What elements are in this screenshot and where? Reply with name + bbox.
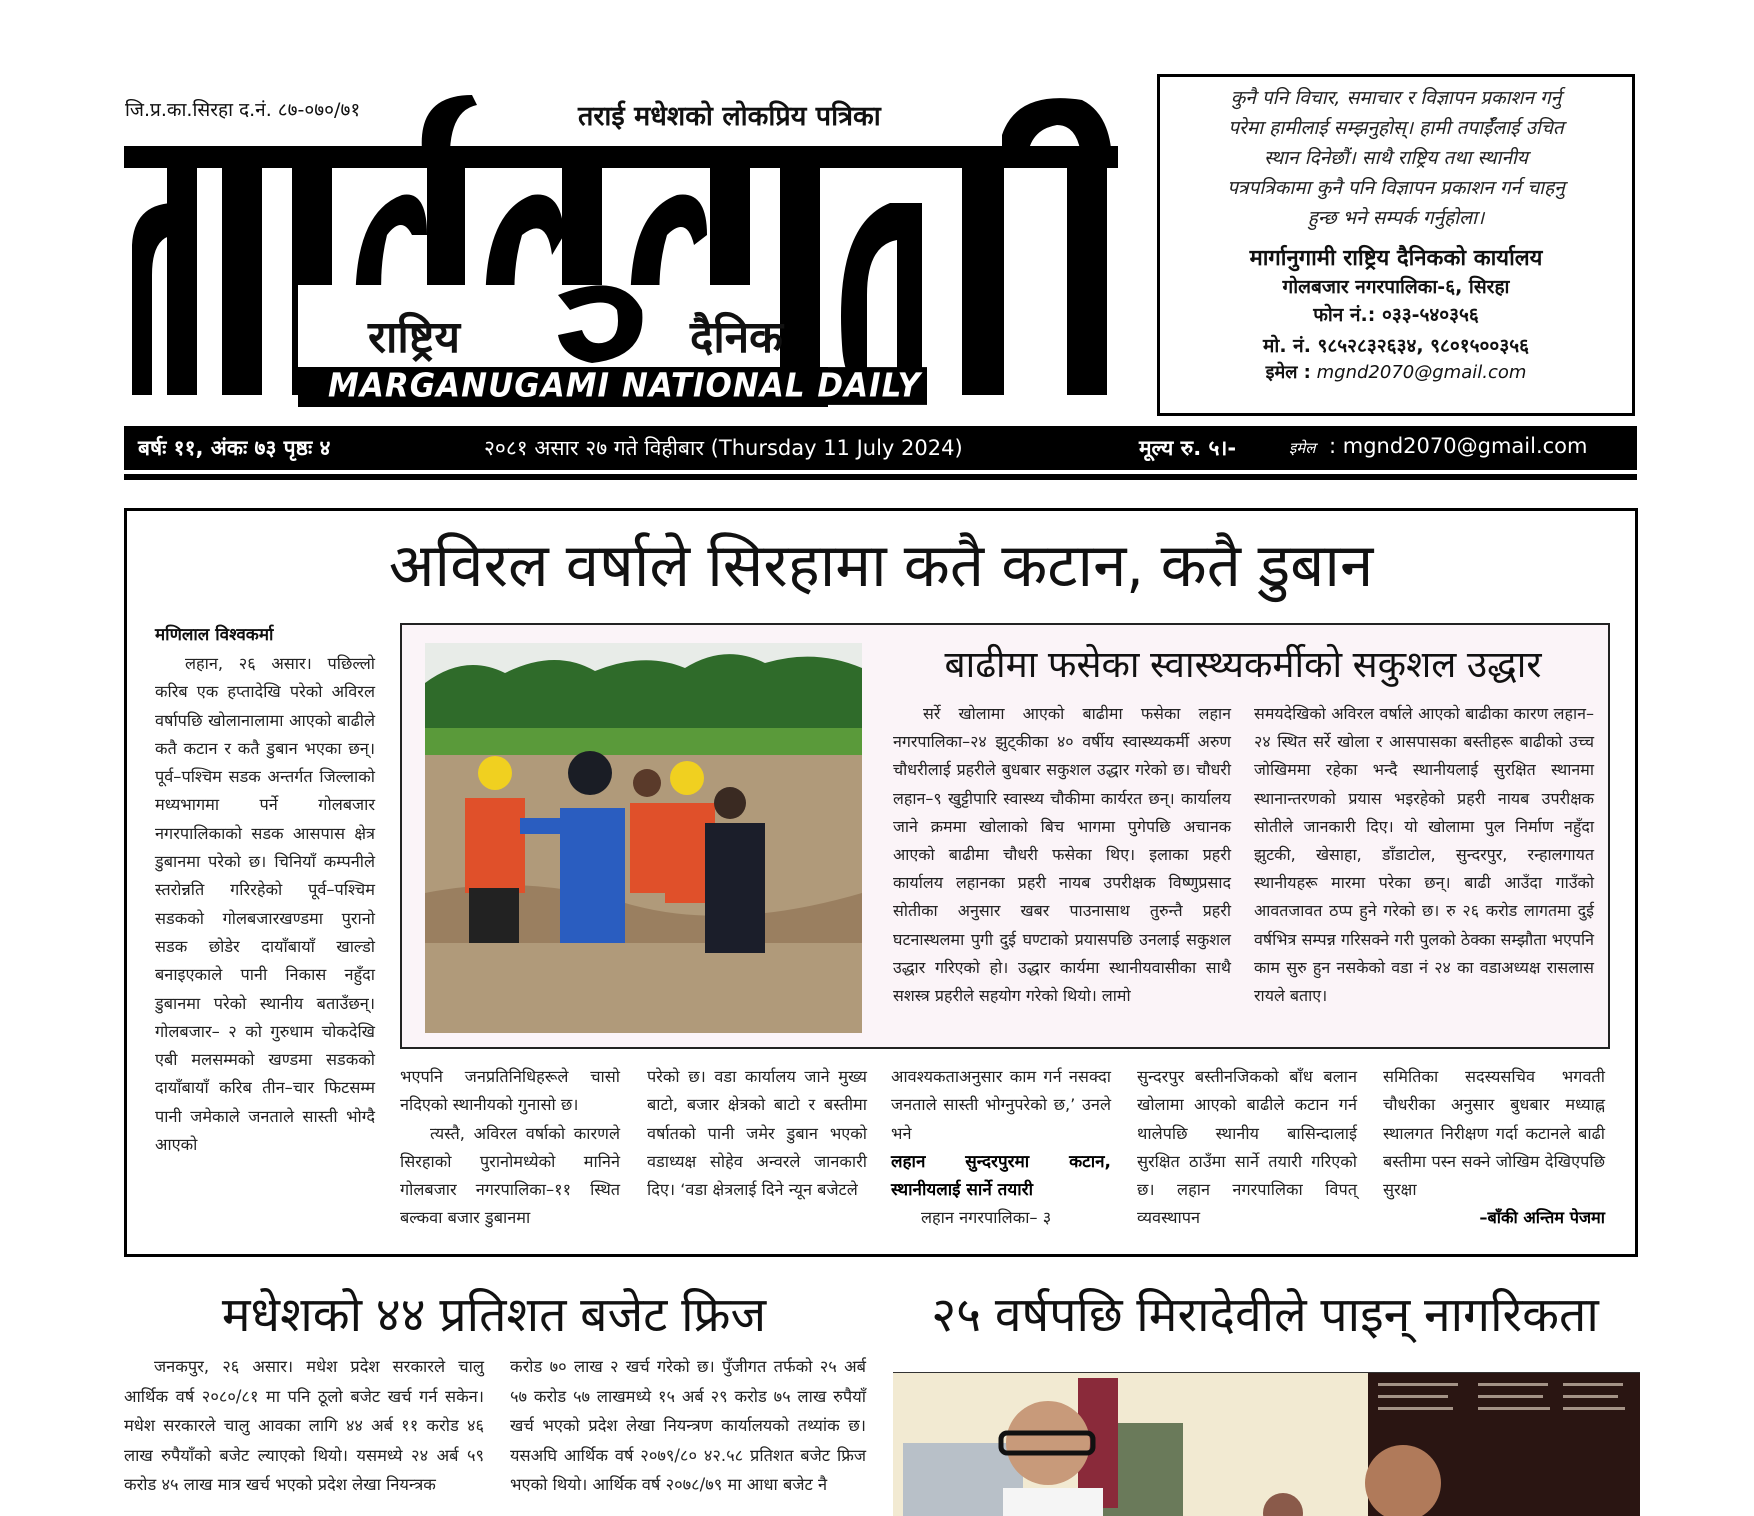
paragraph: लहान नगरपालिका– ३ — [921, 1208, 1052, 1228]
office-name: मार्गानुगामी राष्ट्रिय दैनिकको कार्यालय — [1249, 246, 1543, 271]
price: मूल्य रु. ५।- — [1139, 436, 1237, 460]
newspaper-logo — [122, 95, 1122, 407]
citizenship-image — [893, 1373, 1640, 1516]
logo-subtitle-dainik: दैनिक — [690, 312, 783, 363]
main-story-column — [1383, 1063, 1605, 1233]
inset-column — [893, 700, 1231, 1010]
paragraph: त्यस्तै, अविरल वर्षाको कारणले सिरहाको पुरानोमध्येको मानिने गोलबजार नगरपालिका–११ स्थित बल्कवा बजार डुबानमा — [400, 1123, 620, 1228]
office-email — [1160, 361, 1632, 385]
datebar-email[interactable]: : mgnd2070@gmail.com — [1329, 434, 1588, 458]
flood-rescue-photo — [425, 643, 862, 1033]
citizenship-headline: २५ वर्षपछि मिरादेवीले पाइन् नागरिकता — [931, 1287, 1599, 1343]
byline: मणिलाल विश्वकर्मा — [155, 625, 274, 645]
main-headline: अविरल वर्षाले सिरहामा कतै कटान, कतै डुबान — [388, 531, 1374, 601]
office-mobile: मो. नं. ९८५२८३२६३४, ९८०१५००३५६ — [1263, 335, 1529, 357]
main-story-column — [891, 1063, 1111, 1233]
email-label: इमेल : — [1265, 362, 1311, 383]
email-link[interactable]: mgnd2070@gmail.com — [1316, 362, 1527, 383]
paragraph: भएपनि जनप्रतिनिधिहरूले चासो नदिएको स्थानीयको गुनासो छ। — [400, 1067, 620, 1115]
logo-text — [0, 0, 1, 1]
masthead-tagline: तराई मधेशको लोकप्रिय पत्रिका — [572, 96, 887, 133]
main-story-column — [400, 1063, 620, 1233]
rescue-image — [425, 643, 862, 1033]
info-intro — [1160, 77, 1632, 233]
paragraph: करोड ७० लाख २ खर्च गरेको छ। पुँजीगत तर्फको २५ अर्ब ५७ करोड ५७ लाखमध्ये १५ अर्ब २९ करोड ७५ लाख रुपैयाँ खर्च भएको प्रदेश लेखा नियन्त्रण कार्यालयको तथ्यांक छ। यसअघि आर्थिक वर्ष २०७९/८० ४२.५८ प्रतिशत बजेट फ्रिज भएको थियो। आर्थिक वर्ष २०७८/७९ मा आधा बजेट नै — [510, 1357, 866, 1494]
info-intro-line: हुन्छ भने सम्पर्क गर्नुहोला। — [1307, 207, 1485, 229]
paragraph: लहान, २६ असार। पछिल्लो करिब एक हप्तादेखि परेको अविरल वर्षापछि खोलानालामा आएको बाढीले कतै कटान र कतै डुबान भएका छन्। पूर्व–पश्चिम सडक अन्तर्गत जिल्लाको मध्यभागमा पर्ने गोलबजार नगरपालिकाको सडक आसपास क्षेत्र डुबानमा परेको छ। चिनियाँ कम्पनीले स्तरोन्नति गरिरहेको पूर्व–पश्चिम सडकको गोलबजारखण्डमा पुरानो सडक छोडेर दायाँबायाँ खाल्डो बनाइएकाले पानी निकास नहुँदा डुबानमा परेको स्थानीय बताउँछन्। गोलबजार– २ को गुरुधाम चोकदेखि एबी मलसम्मको खण्डमा सडकको दायाँबायाँ करिब तीन–चार फिटसम्म पानी जमेकाले जनताले सास्ती भोग्दै आएको — [155, 654, 375, 1155]
date-bar — [124, 426, 1637, 470]
info-intro-line: पत्रपत्रिकामा कुनै पनि विज्ञापन प्रकाशन गर्न चाहनु — [1227, 177, 1565, 199]
main-story-column — [155, 650, 375, 1159]
inset-headline: बाढीमा फसेका स्वास्थ्यकर्मीको सकुशल उद्धार — [944, 643, 1542, 686]
paragraph: सर्रे खोलामा आएको बाढीमा फसेका लहान नगरपालिका–२४ झुट्कीका ४० वर्षीय स्वास्थ्यकर्मी अरुण चौधरीलाई प्रहरीले बुधबार सकुशल उद्धार गरेको छ। चौधरी लहान–९ खुट्टीपारि स्वास्थ्य चौकीमा कार्यरत छन्। कार्यालय जाने क्रममा खोलाको बिच भागमा पुगेपछि अचानक आएको बाढीमा चौधरी फसेका थिए। इलाका प्रहरी कार्यालय लहानका प्रहरी नायब उपरीक्षक विष्णुप्रसाद सोतीका अनुसार खबर पाउनासाथ तुरुन्तै प्रहरी घटनास्थलमा पुगी दुई घण्टाको प्रयासपछि उनलाई सकुशल उद्धार गरिएको हो। उद्धार कार्यमा स्थानीयवासीका साथै सशस्त्र प्रहरीले सहयोग गरेको थियो। लामो — [893, 704, 1231, 1006]
office-phone: फोन नं.: ०३३-५४०३५६ — [1313, 304, 1479, 326]
logo-subtitle-rastriya: राष्ट्रिय — [368, 312, 461, 363]
budget-column — [124, 1352, 484, 1500]
info-intro-line: परेमा हामीलाई सम्झनुहोस्। हामी तपाईँलाई उचित — [1228, 117, 1564, 139]
publication-date: २०८१ असार २७ गते विहीबार (Thursday 11 July 2024) — [484, 436, 963, 460]
main-story-column — [1137, 1063, 1357, 1233]
registration-number: जि.प्र.का.सिरहा द.नं. ८७-०७०/७१ — [125, 99, 361, 121]
paragraph: समयदेखिको अविरल वर्षाले आएको बाढीका कारण लहान–२४ स्थित सर्रे खोला र आसपासका बस्तीहरू बाढीको उच्च जोखिममा रहेका भन्दै स्थानीयलाई सुरक्षित स्थानमा स्थानान्तरणको प्रयास भइरहेको प्रहरी नायब उपरीक्षक सोतीले जानकारी दिए। यो खोलामा पुल निर्माण नहुँदा झुटकी, खेसाहा, डाँडाटोल, सुन्दरपुर, रन्हालगायत स्थानीयहरू मारमा परेका छन्। बाढी आउँदा गाउँको आवतजावत ठप्प हुने गरेको छ। रु २६ करोड लागतमा दुई वर्षभित्र सम्पन्न गरिसक्ने गरी पुलको ठेक्का सम्झौता भएपनि काम सुरु हुन नसकेको वडा नं २४ का वडाअध्यक्ष रासलास रायले बताए। — [1254, 704, 1594, 1006]
datebar-email-label: इमेल — [1289, 439, 1316, 457]
paragraph: समितिका सदस्यसचिव भगवती चौधरीका अनुसार बुधबार मध्याह्न स्थालगत निरीक्षण गर्दा कटानले बाढी बस्तीमा पस्न सक्ने जोखिम देखिएपछि सुरक्षा — [1383, 1067, 1605, 1200]
advertising-info-box — [1157, 74, 1635, 416]
subheading: लहान सुन्दरपुरमा कटान, स्थानीयलाई सार्ने तयारी — [891, 1151, 1111, 1201]
info-intro-line: कुनै पनि विचार, समाचार र विज्ञापन प्रकाशन गर्नु — [1230, 87, 1562, 109]
paragraph: आवश्यकताअनुसार काम गर्न नसक्दा जनताले सास्ती भोग्नुपरेको छ,’ उनले भने — [891, 1067, 1111, 1143]
paragraph: सुन्दरपुर बस्तीनजिकको बाँध बलान खोलामा आएको बाढीले कटान गर्न थालेपछि स्थानीय बासिन्दालाई सुरक्षित ठाउँमा सार्ने तयारी गरिएको छ। लहान नगरपालिका विपत् व्यवस्थापन — [1137, 1067, 1357, 1228]
budget-column — [510, 1352, 866, 1500]
office-address: गोलबजार नगरपालिका-६, सिरहा — [1282, 276, 1510, 298]
continued-on-last-page[interactable]: –बाँकी अन्तिम पेजमा — [1479, 1208, 1605, 1228]
date-bar-rule — [124, 474, 1637, 480]
paragraph: परेको छ। वडा कार्यालय जाने मुख्य बाटो, बजार क्षेत्रको बाटो र बस्तीमा वर्षातको पानी जमेर डुबान भएको वडाध्यक्ष सोहेव अन्वरले जानकारी दिए। ‘वडा क्षेत्रलाई दिने न्यून बजेटले — [647, 1067, 867, 1200]
logo-english-name: MARGANUGAMI NATIONAL DAILY — [322, 367, 927, 405]
main-story-column — [647, 1063, 867, 1204]
issue-info: बर्षः ११, अंकः ७३ पृष्ठः ४ — [138, 436, 331, 460]
inset-column — [1254, 700, 1594, 1010]
paragraph: जनकपुर, २६ असार। मधेश प्रदेश सरकारले चालु आर्थिक वर्ष २०८०/८१ मा पनि ठूलो बजेट खर्च गर्न सकेन। मधेश सरकारले चालु आवका लागि ४४ अर्ब ११ करोड ४६ लाख रुपैयाँको बजेट ल्याएको थियो। यसमध्ये २४ अर्ब ५९ करोड ४५ लाख मात्र खर्च भएको प्रदेश लेखा नियन्त्रक — [124, 1357, 484, 1494]
citizenship-photo — [893, 1372, 1640, 1516]
info-intro-line: स्थान दिनेछौं। साथै राष्ट्रिय तथा स्थानीय — [1264, 147, 1528, 169]
budget-headline: मधेशको ४४ प्रतिशत बजेट फ्रिज — [221, 1287, 767, 1343]
